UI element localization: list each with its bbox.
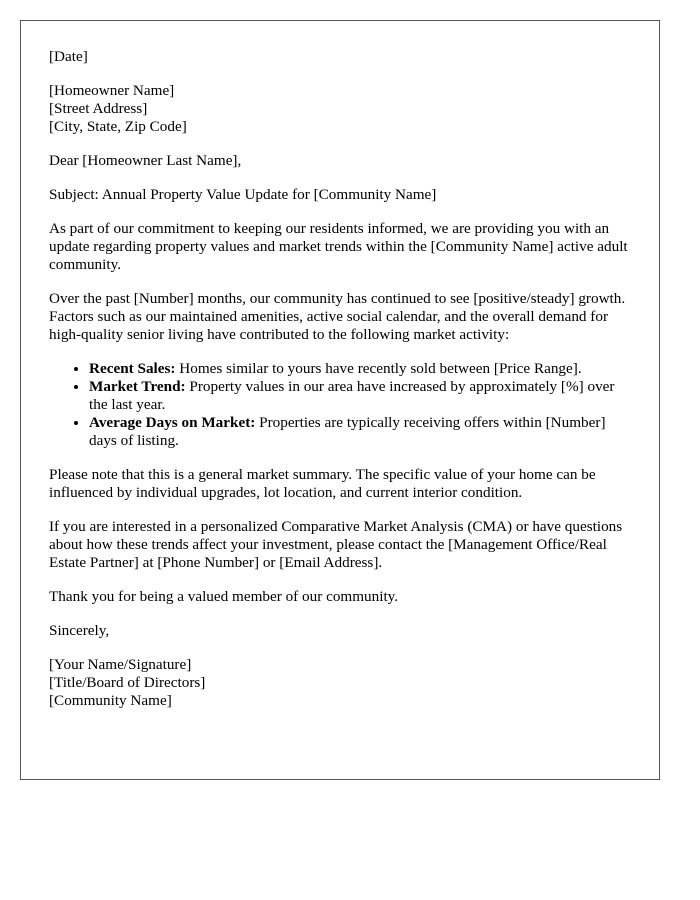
- note-paragraph: Please note that this is a general market summary. The specific value of your home can be influenced by individual upgrades, lot location, and current interior condition.: [49, 466, 596, 501]
- signature-block: [49, 656, 631, 710]
- bullet-label: Market Trend:: [89, 378, 186, 395]
- bullet-label: Recent Sales:: [89, 360, 176, 377]
- recipient-address: [49, 82, 631, 136]
- subject-line: Subject: Annual Property Value Update for [Community Name]: [49, 186, 437, 203]
- letter-page: [20, 20, 660, 780]
- signature-community: [Community Name]: [49, 692, 172, 709]
- bullet-text: Properties are typically receiving offers within [Number] days of listing.: [89, 414, 606, 449]
- salutation: Dear [Homeowner Last Name],: [49, 152, 242, 169]
- closing: Sincerely,: [49, 622, 110, 639]
- list-item-recent-sales: [89, 360, 631, 378]
- growth-paragraph: Over the past [Number] months, our community has continued to see [positive/steady] growth. Factors such as our maintained amenities, active social calendar, and the overall demand for high-quality senior living have contributed to the following market activity:: [49, 290, 626, 343]
- recipient-street: [Street Address]: [49, 100, 148, 117]
- signature-name: [Your Name/Signature]: [49, 656, 192, 673]
- contact-paragraph: If you are interested in a personalized Comparative Market Analysis (CMA) or have questions about how these trends affect your investment, please contact the [Management Office/Real Estate Partner] at [Phone Number] or [Email Address].: [49, 518, 623, 571]
- recipient-name: [Homeowner Name]: [49, 82, 175, 99]
- recipient-city: [City, State, Zip Code]: [49, 118, 187, 135]
- thanks-paragraph: Thank you for being a valued member of our community.: [49, 588, 399, 605]
- signature-title: [Title/Board of Directors]: [49, 674, 206, 691]
- bullet-label: Average Days on Market:: [89, 414, 256, 431]
- list-item-days-on-market: [89, 414, 631, 450]
- intro-paragraph: As part of our commitment to keeping our residents informed, we are providing you with an update regarding property values and market trends within the [Community Name] active adult community.: [49, 220, 628, 273]
- bullet-text: Property values in our area have increased by approximately [%] over the last year.: [89, 378, 615, 413]
- bullet-text: Homes similar to yours have recently sold between [Price Range].: [175, 360, 582, 377]
- letter-date: [Date]: [49, 48, 88, 65]
- market-activity-list: [49, 360, 631, 450]
- list-item-market-trend: [89, 378, 631, 414]
